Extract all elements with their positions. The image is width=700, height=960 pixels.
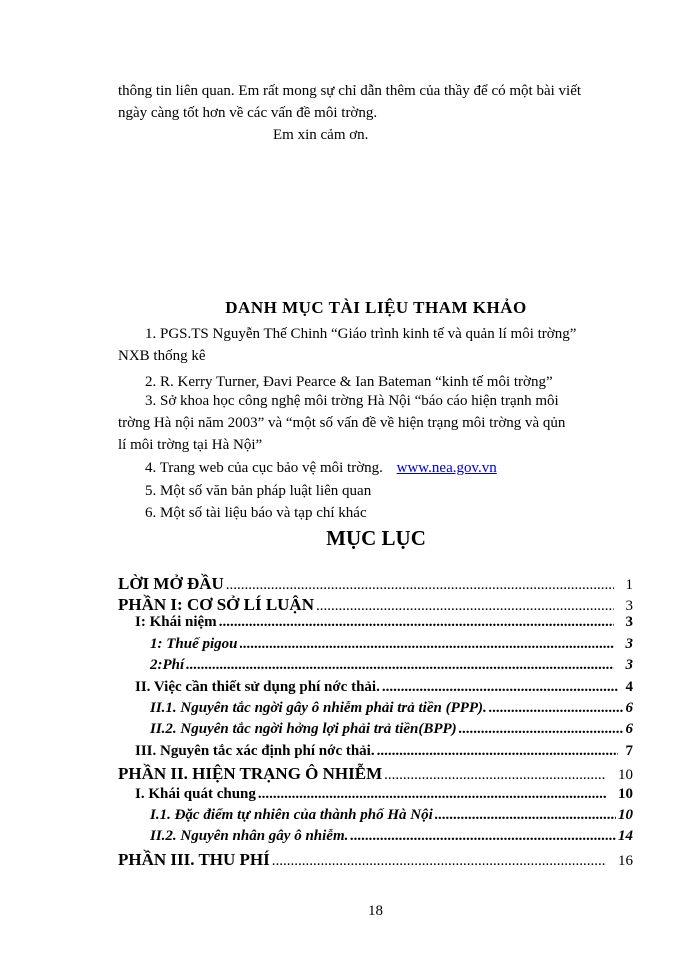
toc-entry-page: 4 (625, 679, 633, 695)
toc-leader (226, 577, 614, 594)
toc-entry-label: II.1. Nguyên tắc ngời gây ô nhiễm phải trả tiền (PPP). (150, 700, 487, 716)
toc-entry-label: III. Nguyên tắc xác định phí nớc thải. (135, 743, 375, 759)
toc-leader (350, 828, 616, 845)
reference-item: 2. R. Kerry Turner, Đavi Pearce & Ian Bateman “kinh tế môi trờng” (145, 374, 553, 390)
toc-leader (384, 767, 606, 784)
toc-entry-label: I. Khái quát chung (135, 786, 256, 802)
toc-entry-label: II.2. Nguyên tắc ngời hởng lợi phải trả tiền(BPP) (150, 721, 457, 737)
toc-entry[interactable] (135, 786, 633, 803)
toc-entry[interactable] (118, 764, 633, 784)
reference-text: 4. Trang web của cục bảo vệ môi trờng. (145, 460, 383, 476)
toc-entry[interactable] (150, 807, 633, 824)
toc-leader (186, 657, 613, 674)
toc-entry-page: 10 (618, 767, 633, 783)
toc-entry[interactable] (135, 614, 633, 631)
reference-item: 1. PGS.TS Nguyễn Thế Chinh “Giáo trình kinh tế và quản lí môi trờng” (145, 326, 577, 342)
toc-entry-label: I: Khái niệm (135, 614, 217, 630)
intro-line: thông tin liên quan. Em rất mong sự chỉ dẫn thêm của thầy để có một bài viết (118, 83, 582, 99)
toc-title: MỤC LỤC (326, 526, 426, 550)
toc-entry-label: I.1. Đặc điểm tự nhiên của thành phố Hà Nội (150, 807, 433, 823)
toc-leader (272, 853, 606, 870)
toc-leader (459, 721, 624, 738)
toc-entry[interactable] (135, 743, 633, 760)
toc-leader (258, 786, 606, 803)
reference-item: 6. Một số tài liệu báo và tạp chí khác (145, 505, 367, 521)
toc-entry[interactable] (150, 721, 633, 738)
page-number: 18 (368, 903, 383, 919)
toc-entry-label: 1: Thuế pigou (150, 636, 238, 652)
toc-entry-page: 6 (625, 721, 633, 737)
toc-entry[interactable] (118, 850, 633, 870)
toc-entry-page: 16 (618, 853, 633, 869)
references-title: DANH MỤC TÀI LIỆU THAM KHẢO (225, 298, 527, 317)
toc-entry-page: 14 (618, 828, 633, 844)
reference-item: 5. Một số văn bản pháp luật liên quan (145, 483, 372, 499)
reference-item: 3. Sở khoa học công nghệ môi trờng Hà Nội “báo cáo hiện trạnh môi (145, 393, 559, 409)
toc-entry[interactable] (118, 595, 633, 615)
toc-leader (219, 614, 614, 631)
toc-entry[interactable] (135, 679, 633, 696)
toc-entry-label: PHẦN III. THU PHÍ (118, 850, 270, 869)
reference-item-continued: lí môi trờng tại Hà Nội” (118, 437, 263, 453)
toc-entry[interactable] (150, 828, 633, 845)
toc-entry-page: 3 (625, 598, 633, 614)
toc-entry-page: 3 (625, 657, 633, 673)
toc-entry-page: 7 (625, 743, 633, 759)
toc-entry[interactable] (118, 574, 633, 594)
thanks-line: Em xin cảm ơn. (273, 127, 369, 143)
toc-leader (377, 743, 618, 760)
reference-item-continued: NXB thống kê (118, 348, 206, 364)
toc-entry-label: PHẦN II. HIỆN TRẠNG Ô NHIỄM (118, 764, 383, 783)
toc-entry-label: II. Việc cần thiết sử dụng phí nớc thải. (135, 679, 380, 695)
toc-entry-label: 2:Phí (150, 657, 185, 673)
toc-entry-page: 10 (618, 786, 633, 802)
reference-link[interactable]: www.nea.gov.vn (396, 460, 497, 476)
toc-entry-page: 10 (618, 807, 633, 823)
toc-entry-label: II.2. Nguyên nhân gây ô nhiễm. (150, 828, 349, 844)
toc-entry-label: PHẦN I: CƠ SỞ LÍ LUẬN (118, 595, 314, 614)
toc-entry-page: 6 (625, 700, 633, 716)
intro-line: ngày càng tốt hơn về các vấn đề môi trờng. (118, 105, 378, 121)
toc-leader (435, 807, 616, 824)
toc-leader (316, 598, 614, 615)
toc-entry-page: 3 (625, 614, 633, 630)
reference-item-continued: trờng Hà nội năm 2003” và “một số vấn đề về hiện trạng môi trờng và qủn (118, 415, 566, 431)
reference-item (145, 457, 497, 479)
toc-entry-page: 1 (625, 577, 633, 593)
toc-entry[interactable] (150, 657, 633, 674)
toc-leader (489, 700, 624, 717)
toc-leader (240, 636, 614, 653)
toc-leader (382, 679, 618, 696)
toc-entry[interactable] (150, 700, 633, 717)
toc-entry[interactable] (150, 636, 633, 653)
toc-entry-label: LỜI MỞ ĐẦU (118, 574, 224, 593)
toc-entry-page: 3 (625, 636, 633, 652)
